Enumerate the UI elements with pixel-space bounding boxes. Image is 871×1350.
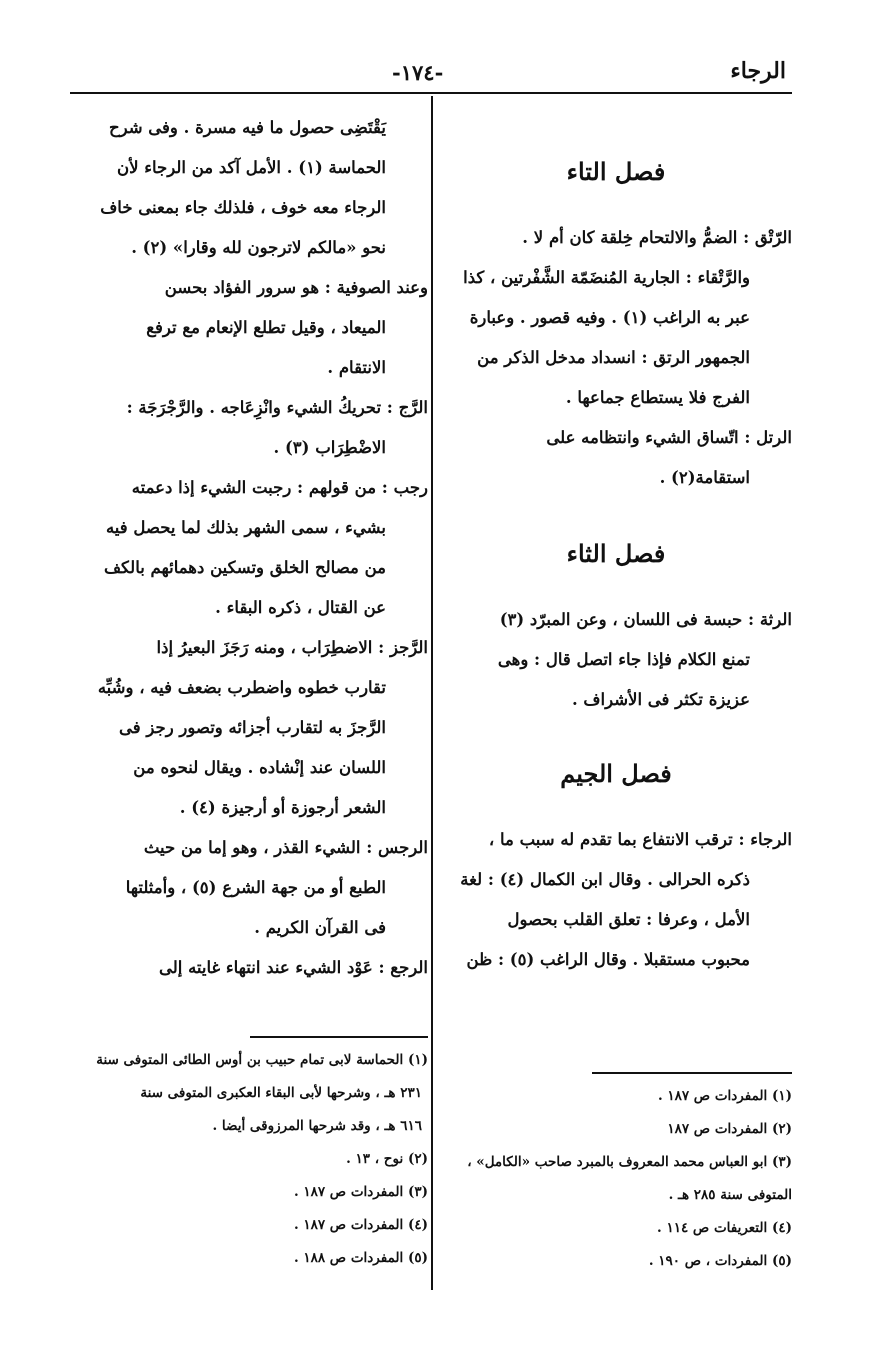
- entry-raja-continued: [78, 108, 428, 388]
- entry-line: عزيزة تكثر فى الأشراف .: [571, 690, 750, 709]
- footnote: (٤) التعريفات ص ١١٤ .: [657, 1220, 792, 1236]
- running-head-entry: الرجاء: [730, 58, 786, 84]
- entry-line: محبوب مستقبلا . وقال الراغب (٥) : ظن: [466, 950, 750, 969]
- page-header: [70, 54, 792, 94]
- entry-line: يَقْتَضِى حصول ما فيه مسرة . وفى شرح: [108, 118, 386, 137]
- entry-line: بشيء ، سمى الشهر بذلك لما يحصل فيه: [105, 518, 386, 537]
- entry-line: ذكره الحرالى . وقال ابن الكمال (٤) : لغة: [460, 870, 750, 889]
- entry-rajaz: [78, 628, 428, 828]
- footnote: (٣) المفردات ص ١٨٧ .: [293, 1184, 428, 1200]
- section-title-jim: فصل الجيم: [560, 759, 672, 788]
- entry-line: وعند الصوفية : هو سرور الفؤاد بحسن: [164, 278, 428, 297]
- footnote: ٦١٦ هـ ، وقد شرحها المرزوقى أيضا .: [212, 1118, 422, 1134]
- entry-line: الرجاء معه خوف ، فلذلك جاء بمعنى خاف: [100, 198, 386, 217]
- entry-rutha: [440, 600, 792, 720]
- right-column: [440, 112, 792, 980]
- entry-line: الانتقام .: [327, 358, 386, 377]
- footnote: (١) الحماسة لابى تمام حبيب بن أوس الطائى المتوفى سنة: [96, 1052, 428, 1068]
- footnote: (١) المفردات ص ١٨٧ .: [657, 1088, 792, 1104]
- entry-rajj: [78, 388, 428, 468]
- entry-line: والرَّتْقاء : الجارية المُنضَمّة الشَّفْرتين ، كذا: [463, 268, 750, 287]
- entry-line: الشعر أرجوزة أو أرجيزة (٤) .: [179, 798, 386, 817]
- entry-line: الرَّج : تحريكُ الشيء وانْزِعَاجه . والرَّجْرَجَة :: [126, 398, 428, 417]
- footnote: (٥) المفردات ص ١٨٨ .: [293, 1250, 428, 1266]
- entry-ratl: [440, 418, 792, 498]
- entry-line: الجمهور الرتق : انسداد مدخل الذكر من: [477, 348, 750, 367]
- entry-line: الرَّجزَ به لتقارب أجزائه وتصور رجز فى: [119, 718, 386, 737]
- entry-line: الاضْطِرَاب (٣) .: [273, 438, 386, 457]
- footnote: (٢) المفردات ص ١٨٧: [667, 1121, 792, 1137]
- left-column: [78, 108, 428, 988]
- footnote: (٤) المفردات ص ١٨٧ .: [293, 1217, 428, 1233]
- entry-line: فى القرآن الكريم .: [254, 918, 386, 937]
- entry-ratq: [440, 218, 792, 418]
- entry-line: استقامة(٢) .: [659, 468, 750, 487]
- entry-line: الحماسة (١) . الأمل آكد من الرجاء لأن: [116, 158, 386, 177]
- footnote-rule-right: [592, 1072, 792, 1074]
- entry-rajab: [78, 468, 428, 628]
- footnote-rule-left: [250, 1036, 428, 1038]
- header-rule: [70, 92, 792, 94]
- entry-line: الميعاد ، وقيل تطلع الإنعام مع ترفع: [146, 318, 386, 337]
- entry-line: تقارب خطوه واضطرب بضعف فيه ، وشُبِّه: [97, 678, 386, 697]
- column-divider: [431, 96, 433, 1290]
- footnotes-left: [78, 1044, 428, 1275]
- entry-line: اللسان عند إنْشاده . ويقال لنحوه من: [133, 758, 386, 777]
- footnote: (٥) المفردات ، ص ١٩٠ .: [648, 1253, 792, 1269]
- entry-line: من مصالح الخلق وتسكين دهمائهم بالكف: [103, 558, 386, 577]
- footnotes-right: [440, 1080, 792, 1278]
- entry-line: الفرج فلا يستطاع جماعها .: [565, 388, 750, 407]
- entry-line: الرتل : اتّساق الشيء وانتظامه على: [546, 428, 792, 447]
- section-title-ta: فصل التاء: [566, 157, 666, 186]
- entry-line: الرجس : الشيء القذر ، وهو إما من حيث: [143, 838, 428, 857]
- entry-line: الطبع أو من جهة الشرع (٥) ، وأمثلتها: [125, 878, 386, 897]
- entry-rijs: [78, 828, 428, 948]
- footnote: ٢٣١ هـ ، وشرحها لأبى البقاء العكبرى المتوفى سنة: [140, 1085, 422, 1101]
- entry-line: الرثة : حبسة فى اللسان ، وعن المبرّد (٣): [499, 610, 792, 629]
- entry-raja: [440, 820, 792, 980]
- entry-rujoo: [78, 948, 428, 988]
- entry-line: الرجع : عَوْد الشيء عند انتهاء غايته إلى: [158, 958, 428, 977]
- footnote: المتوفى سنة ٢٨٥ هـ .: [668, 1187, 792, 1203]
- entry-line: الرَّجز : الاضطِرَاب ، ومنه رَجَزَ البعيرُ إذا: [156, 638, 428, 657]
- page-number: -١٧٤-: [392, 60, 444, 85]
- entry-line: الرّتْق : الضمُّ والالتحام خِلقة كان أم لا .: [522, 228, 792, 247]
- entry-line: عن القتال ، ذكره البقاء .: [215, 598, 386, 617]
- footnote: (٣) ابو العباس محمد المعروف بالمبرد صاحب «الكامل» ،: [467, 1154, 792, 1170]
- footnote: (٢) نوح ، ١٣ .: [346, 1151, 428, 1167]
- entry-line: رجب : من قولهم : رجبت الشيء إذا دعمته: [131, 478, 428, 497]
- entry-line: الرجاء : ترقب الانتفاع بما تقدم له سبب ما ،: [488, 830, 792, 849]
- entry-line: تمنع الكلام فإذا جاء اتصل قال : وهى: [497, 650, 750, 669]
- entry-line: الأمل ، وعرفا : تعلق القلب بحصول: [507, 910, 750, 929]
- section-title-tha: فصل الثاء: [566, 539, 666, 568]
- entry-line: نحو «مالكم لاترجون لله وقارا» (٢) .: [131, 238, 386, 257]
- entry-line: عبر به الراغب (١) . وفيه قصور . وعبارة: [469, 308, 750, 327]
